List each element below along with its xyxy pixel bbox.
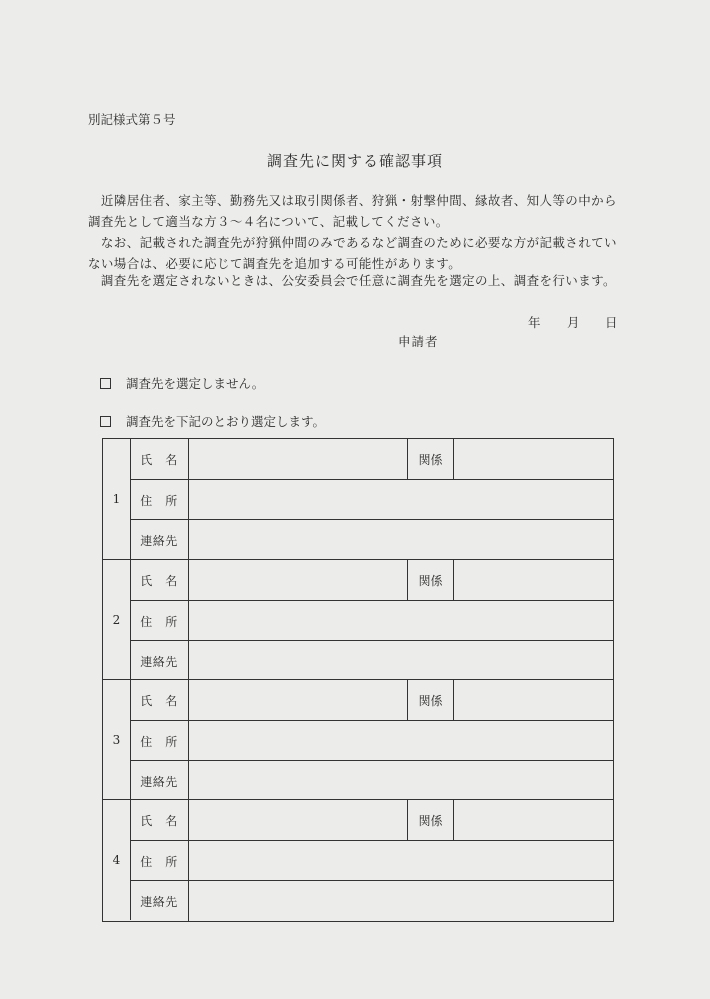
name-row [130,680,613,720]
address-field[interactable] [189,601,613,641]
contact-row [130,640,613,681]
date-month-label: 月 [567,315,580,330]
name-label: 氏 名 [130,439,189,479]
contact-row [130,760,613,801]
name-field[interactable] [189,680,408,720]
relation-label: 関係 [408,439,454,479]
name-row [130,439,613,479]
applicant-label: 申請者 [398,334,439,349]
relation-field[interactable] [454,680,613,720]
contact-label: 連絡先 [130,761,189,801]
address-label: 住 所 [130,721,189,761]
contact-field[interactable] [189,641,613,681]
option-select-below-label: 調査先を下記のとおり選定します。 [126,414,326,429]
entry-number: 2 [103,560,131,680]
name-field[interactable] [189,800,408,840]
document-title: 調査先に関する確認事項 [266,152,443,170]
name-label: 氏 名 [130,560,189,600]
checkbox-icon[interactable] [100,378,111,389]
address-label: 住 所 [130,601,189,641]
contact-label: 連絡先 [130,641,189,681]
date-year-label: 年 [528,315,541,330]
relation-field[interactable] [454,800,613,840]
contact-field[interactable] [189,761,613,801]
name-row [130,800,613,840]
address-row [130,479,613,520]
entry-number: 4 [103,800,131,920]
option-not-select-label: 調査先を選定しません。 [126,376,265,391]
entry-group-1 [103,439,613,559]
entry-group-3 [103,679,613,800]
instruction-paragraph-2: なお、記載された調査先が狩猟仲間のみであるなど調査のために必要な方が記載されていない場合は、必要に応じて調査先を追加する可能性があります。 [88,235,617,271]
relation-field[interactable] [454,560,613,600]
form-number: 別記様式第５号 [88,112,176,127]
contact-label: 連絡先 [130,520,189,560]
entry-number: 3 [103,680,131,800]
contact-field[interactable] [189,520,613,560]
relation-label: 関係 [408,560,454,600]
option-select-below [100,412,325,430]
contact-row [130,880,613,921]
option-not-select [100,374,264,392]
name-field[interactable] [189,560,408,600]
address-field[interactable] [189,721,613,761]
relation-field[interactable] [454,439,613,479]
checkbox-icon[interactable] [100,416,111,427]
address-row [130,600,613,641]
name-label: 氏 名 [130,800,189,840]
relation-label: 関係 [408,800,454,840]
investigation-table [102,438,614,922]
instruction-paragraph-1: 近隣居住者、家主等、勤務先又は取引関係者、狩猟・射撃仲間、縁故者、知人等の中から調査先として適当な方３～４名について、記載してください。 [88,193,617,229]
name-field[interactable] [189,439,408,479]
entry-number: 1 [103,439,131,559]
entry-group-4 [103,799,613,920]
contact-row [130,519,613,560]
address-field[interactable] [189,480,613,520]
address-row [130,840,613,881]
address-label: 住 所 [130,841,189,881]
date-day-label: 日 [605,315,618,330]
address-row [130,720,613,761]
name-row [130,560,613,600]
relation-label: 関係 [408,680,454,720]
entry-group-2 [103,559,613,680]
address-label: 住 所 [130,480,189,520]
address-field[interactable] [189,841,613,881]
instruction-paragraph-3: 調査先を選定されないときは、公安委員会で任意に調査先を選定の上、調査を行います。 [100,273,616,288]
contact-field[interactable] [189,881,613,921]
contact-label: 連絡先 [130,881,189,921]
name-label: 氏 名 [130,680,189,720]
